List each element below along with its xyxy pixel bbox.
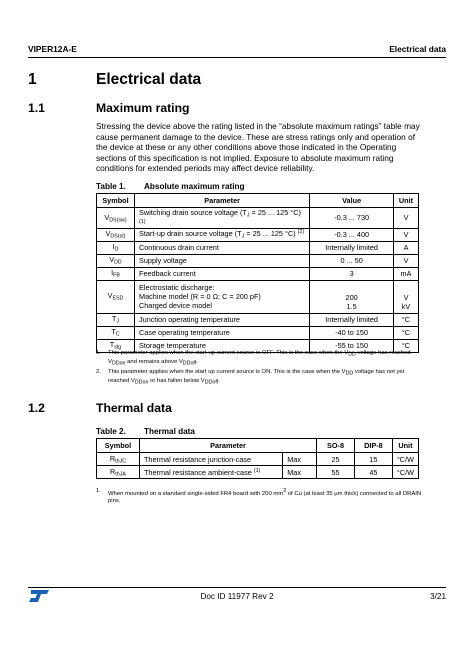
unit-cell: °C [394,326,419,339]
parameter-cell: Thermal resistance junction-case [139,453,282,466]
col-header-symbol: Symbol [97,194,135,208]
section-number: 1 [28,71,37,88]
parameter-cell: Junction operating temperature [134,313,309,326]
body-paragraph: Stressing the device above the rating listed in the “absolute maximum ratings” table may cause permanent damage to the device. These are stress ratings only and operation of the device at these or any other conditions above those indicated in the Operating sections of this specification is not implied. Exposure to absolute maximum rating conditions for extended periods may affect device reliability. [96,121,420,173]
parameter-cell: Storage temperature [134,339,309,352]
symbol-cell: $I_{FB}$ [97,267,135,280]
parameter-cell: Case operating temperature [134,326,309,339]
col-header-unit: Unit [392,439,418,453]
table1-label: Table 1. [96,182,126,191]
col-header-value: Value [310,194,394,208]
table-row [97,254,419,267]
so8-cell: 55 [317,466,355,479]
symbol-cell: $R_{thJC}$ [97,453,140,466]
parameter-cell: Thermal resistance ambient-case $^{(1)}$ [139,466,282,479]
thermal-data-table [96,438,419,479]
unit-cell: °C [394,313,419,326]
so8-cell: 25 [317,453,355,466]
unit-cell: °C/W [392,466,418,479]
table-row [97,466,419,479]
symbol-cell: $V_{ESD}$ [97,280,135,313]
table1-footnote-2: 2. This parameter applies when the start up current source is ON. This is the case when the $V_{DD}$ voltage has not yet reached $V_{DDon}$ or has fallen below $V_{DDoff}$. [96,369,405,385]
symbol-cell: $R_{thJA}$ [97,466,140,479]
value-cell: 200 1.5 [310,280,394,313]
parameter-cell: Supply voltage [134,254,309,267]
table-row [97,453,419,466]
section-heading-1-1 [28,101,189,115]
table2-caption [96,427,195,436]
subsection-title: Thermal data [96,401,172,415]
unit-cell: V [394,208,419,229]
symbol-cell: $I_D$ [97,241,135,254]
footer-rule [28,587,446,588]
parameter-cell: Electrostatic discharge: Machine model (R = 0 Ω; C = 200 pF) Charged device model [134,280,309,313]
header-section-title: Electrical data [389,44,446,54]
page-header [28,44,446,56]
unit-cell: mA [394,267,419,280]
value-cell: Internally limited [310,313,394,326]
value-cell: -40 to 150 [310,326,394,339]
table1-title: Absolute maximum rating [144,182,245,191]
qualifier-cell: Max [283,466,317,479]
footer-page-number: 3/21 [430,592,446,601]
table-row [97,208,419,229]
table-row [97,267,419,280]
table2-label: Table 2. [96,427,126,436]
col-header-so8: SO-8 [317,439,355,453]
section-heading-1-2 [28,401,172,415]
subsection-title: Maximum rating [96,101,190,115]
col-header-dip8: DIP-8 [354,439,392,453]
unit-cell: V [394,228,419,241]
table-row [97,228,419,241]
symbol-cell: $V_{DS(sw)}$ [97,208,135,229]
parameter-cell: Start-up drain source voltage ($T_J = 25$ ... 125 °C) $^{(2)}$ [134,228,309,241]
dip8-cell: 45 [354,466,392,479]
unit-cell: A [394,241,419,254]
value-cell: Internally limited [310,241,394,254]
table-row [97,280,419,313]
subsection-number: 1.1 [28,101,45,115]
symbol-cell: $T_C$ [97,326,135,339]
value-cell: -0.3 ... 730 [310,208,394,229]
unit-cell: V kV [394,280,419,313]
table2-footnote: 1. When mounted on a standard single-sided FR4 board with 200 $mm^2$ of Cu (at least 35 µm thick) connected to all DRAIN pins. [96,488,422,504]
parameter-cell: Feedback current [134,267,309,280]
col-header-parameter: Parameter [134,194,309,208]
table-header-row [97,194,419,208]
table1-caption [96,182,245,191]
unit-cell: °C/W [392,453,418,466]
value-cell: 0 ... 50 [310,254,394,267]
col-header-parameter: Parameter [139,439,316,453]
footer-doc-id: Doc ID 11977 Rev 2 [200,592,274,601]
value-cell: -0.3 ... 400 [310,228,394,241]
symbol-cell: $V_{DD}$ [97,254,135,267]
section-heading-1 [28,71,201,89]
section-title: Electrical data [96,71,202,88]
parameter-cell: Continuous drain current [134,241,309,254]
table-row [97,326,419,339]
col-header-symbol: Symbol [97,439,140,453]
header-doc-title: VIPER12A-E [28,44,77,54]
symbol-cell: $T_J$ [97,313,135,326]
table2-title: Thermal data [144,427,195,436]
value-cell: -55 to 150 [310,339,394,352]
parameter-cell: Switching drain source voltage ($T_J = 25$ ... 125 °C) $^{(1)}$ [134,208,309,229]
qualifier-cell: Max [283,453,317,466]
header-rule [28,57,446,58]
table-header-row [97,439,419,453]
value-cell: 3 [310,267,394,280]
col-header-unit: Unit [394,194,419,208]
table-row [97,313,419,326]
symbol-cell: $V_{DS(st)}$ [97,228,135,241]
page-footer [28,591,446,603]
absolute-maximum-rating-table [96,193,419,353]
unit-cell: V [394,254,419,267]
table1-footnote-1: 1. This parameter applies when the start-up current source is OFF. This is the case when the $V_{DD}$ voltage has reached $V_{DDon}$ and remains above $V_{DDoff}$. [96,350,411,366]
table-row [97,241,419,254]
subsection-number: 1.2 [28,401,45,415]
unit-cell: °C [394,339,419,352]
dip8-cell: 15 [354,453,392,466]
symbol-cell: $T_{stg}$ [97,339,135,352]
